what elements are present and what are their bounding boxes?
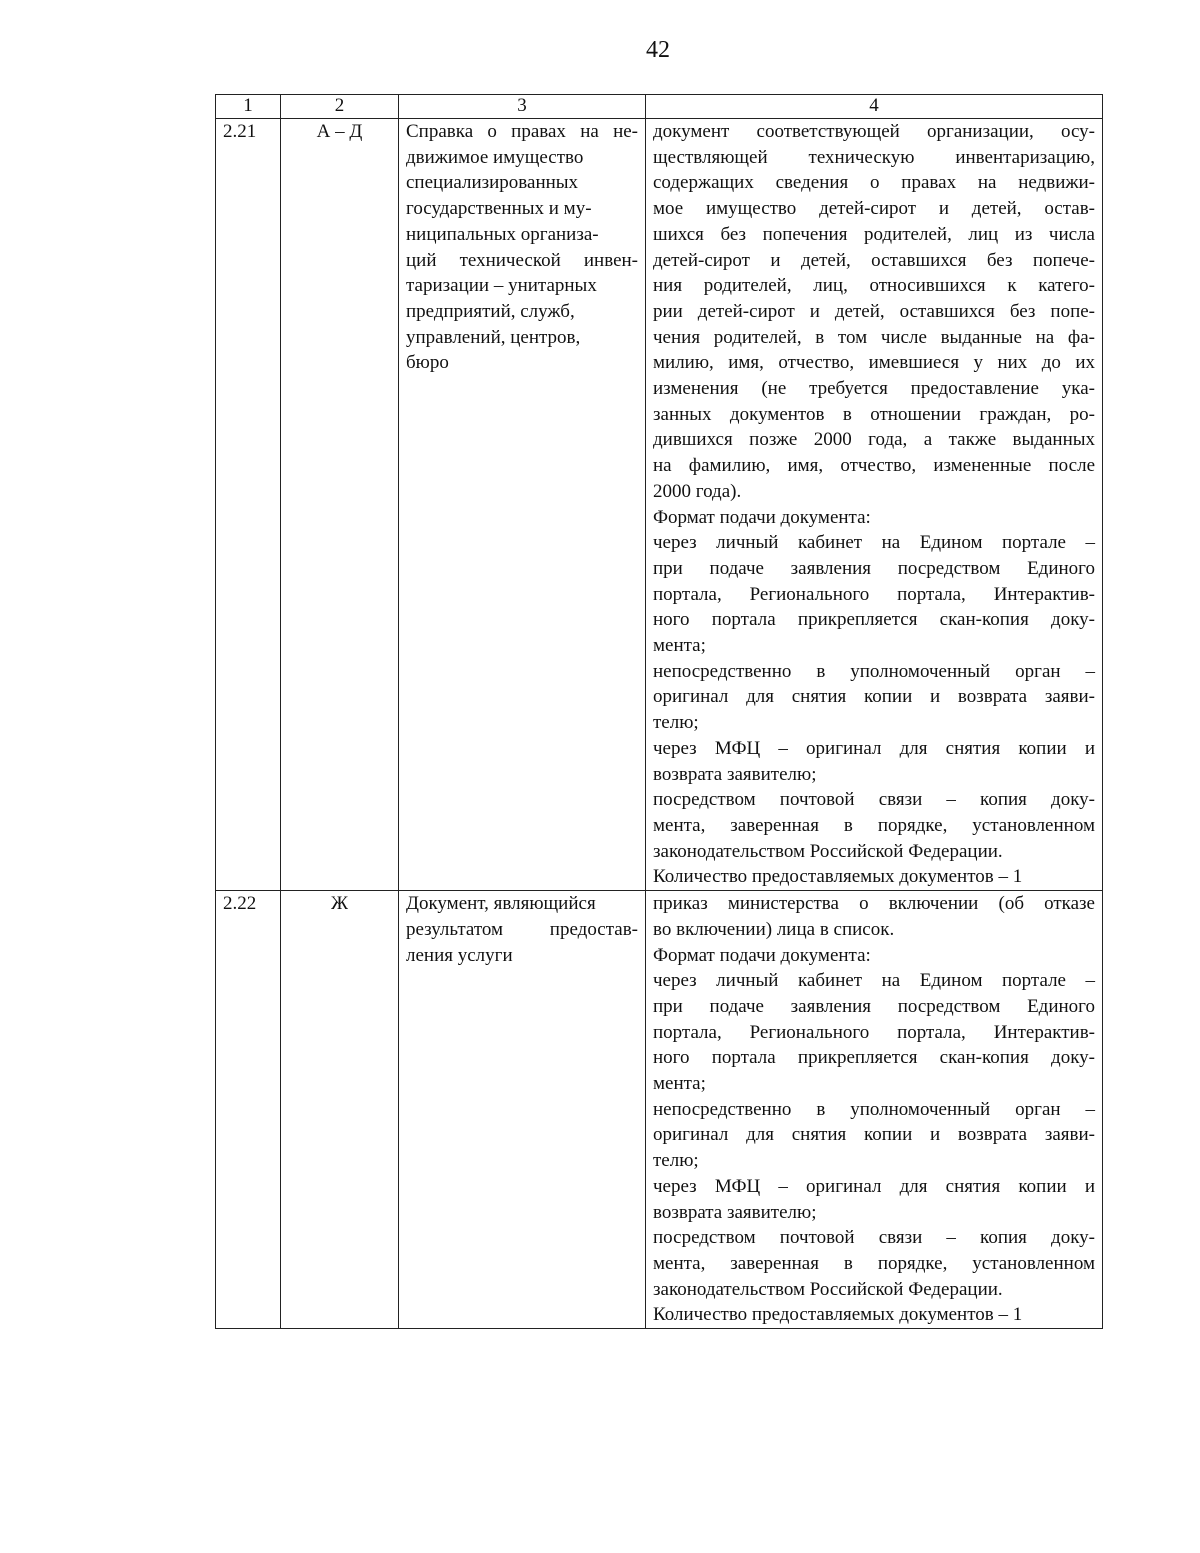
document-name-line: бюро	[406, 352, 449, 374]
document-description-line: содержащих сведения о правах на недвижи-	[653, 172, 1095, 194]
column-header-3: 3	[399, 95, 646, 119]
document-description-line: через МФЦ – оригинал для снятия копии и	[653, 1175, 1095, 1197]
document-description-line: через МФЦ – оригинал для снятия копии и	[653, 737, 1095, 759]
document-name-cell	[399, 119, 646, 891]
document-description-line: Формат подачи документа:	[653, 506, 871, 528]
document-description-line: оригинал для снятия копии и возврата заяви-	[653, 686, 1095, 708]
document-description-line: мента;	[653, 635, 706, 657]
document-name-line: предприятий, служб,	[406, 300, 575, 322]
document-name-line: таризации – унитарных	[406, 275, 597, 297]
document-description-line: при подаче заявления посредством Единого	[653, 557, 1095, 579]
document-description-line: мента;	[653, 1073, 706, 1095]
document-description-line: оригинал для снятия копии и возврата заяви-	[653, 1124, 1095, 1146]
row-number-cell: 2.21	[216, 119, 281, 891]
document-name-cell	[399, 891, 646, 1329]
document-description-line: через личный кабинет на Едином портале –	[653, 532, 1095, 554]
document-description-line: непосредственно в уполномоченный орган –	[653, 660, 1095, 682]
document-name-line: ниципальных организа-	[406, 223, 599, 245]
document-description-line: дившихся позже 2000 года, а также выданных	[653, 429, 1095, 451]
document-description-line: приказ министерства о включении (об отказе	[653, 893, 1095, 915]
document-description-line: изменения (не требуется предоставление ука-	[653, 378, 1095, 400]
document-name-line: движимое имущество	[406, 146, 584, 168]
document-description-line: ного портала прикрепляется скан-копия доку-	[653, 1047, 1095, 1069]
table-row	[216, 119, 1103, 891]
document-description-line: телю;	[653, 712, 699, 734]
document-name-line: ления услуги	[406, 944, 513, 966]
document-name-line: ций технической инвен-	[406, 249, 638, 271]
document-description-line: детей-сирот и детей, оставшихся без попече-	[653, 249, 1095, 271]
document-description-line: занных документов в отношении граждан, ро-	[653, 403, 1095, 425]
document-name-line: Документ, являющийся	[406, 893, 596, 915]
document-description-line: законодательством Российской Федерации.	[653, 1278, 1003, 1300]
document-description-line: мента, заверенная в порядке, установленном	[653, 1252, 1095, 1274]
document-description-line: шихся без попечения родителей, лиц из числа	[653, 223, 1095, 245]
document-description-line: при подаче заявления посредством Единого	[653, 995, 1095, 1017]
document-table	[215, 94, 1103, 1329]
row-code-cell: Ж	[281, 891, 399, 1329]
document-description-line: документ соответствующей организации, осу-	[653, 121, 1095, 142]
document-description-line: ния родителей, лиц, относившихся к катего-	[653, 275, 1095, 297]
document-description-line: посредством почтовой связи – копия доку-	[653, 789, 1095, 811]
document-description-line: ществляющей техническую инвентаризацию,	[653, 146, 1095, 168]
document-description-line: 2000 года).	[653, 480, 742, 502]
document-name-line: государственных и му-	[406, 198, 592, 220]
document-description-line: через личный кабинет на Едином портале –	[653, 970, 1095, 992]
document-description-line: Формат подачи документа:	[653, 944, 871, 966]
document-description-cell	[646, 891, 1103, 1329]
table-row	[216, 891, 1103, 1329]
header-row	[216, 95, 1103, 119]
document-description-line: на фамилию, имя, отчество, измененные после	[653, 455, 1095, 477]
row-code-cell: А – Д	[281, 119, 399, 891]
column-header-1: 1	[216, 95, 281, 119]
document-description-line: рии детей-сирот и детей, оставшихся без попе-	[653, 300, 1095, 322]
document-description-line: ного портала прикрепляется скан-копия доку-	[653, 609, 1095, 631]
document-description-line: чения родителей, в том числе выданные на фа-	[653, 326, 1095, 348]
document-description-line: во включении) лица в список.	[653, 918, 895, 940]
document-description-line: телю;	[653, 1150, 699, 1172]
document-description-line: возврата заявителю;	[653, 763, 817, 785]
row-number-cell: 2.22	[216, 891, 281, 1329]
page-number: 42	[646, 37, 670, 63]
document-description-line: мента, заверенная в порядке, установленном	[653, 814, 1095, 836]
document-name-line: результатом предостав-	[406, 918, 638, 940]
column-header-2: 2	[281, 95, 399, 119]
document-description-line: Количество предоставляемых документов – 1	[653, 866, 1023, 888]
document-name-line: управлений, центров,	[406, 326, 581, 348]
document-description-line: непосредственно в уполномоченный орган –	[653, 1098, 1095, 1120]
document-description-line: законодательством Российской Федерации.	[653, 840, 1003, 862]
document-description-line: мое имущество детей-сирот и детей, остав-	[653, 198, 1095, 220]
document-description-line: портала, Регионального портала, Интерактив-	[653, 1021, 1095, 1043]
document-description-line: возврата заявителю;	[653, 1201, 817, 1223]
document-name-line: специализированных	[406, 172, 579, 194]
document-name-line: Справка о правах на не-	[406, 121, 638, 142]
document-description-line: портала, Регионального портала, Интерактив-	[653, 583, 1095, 605]
table-body	[216, 119, 1103, 1329]
document-description-line: посредством почтовой связи – копия доку-	[653, 1227, 1095, 1249]
document-description-line: Количество предоставляемых документов – 1	[653, 1304, 1023, 1326]
document-description-line: милию, имя, отчество, имевшиеся у них до их	[653, 352, 1095, 374]
document-description-cell	[646, 119, 1103, 891]
column-header-4: 4	[646, 95, 1103, 119]
